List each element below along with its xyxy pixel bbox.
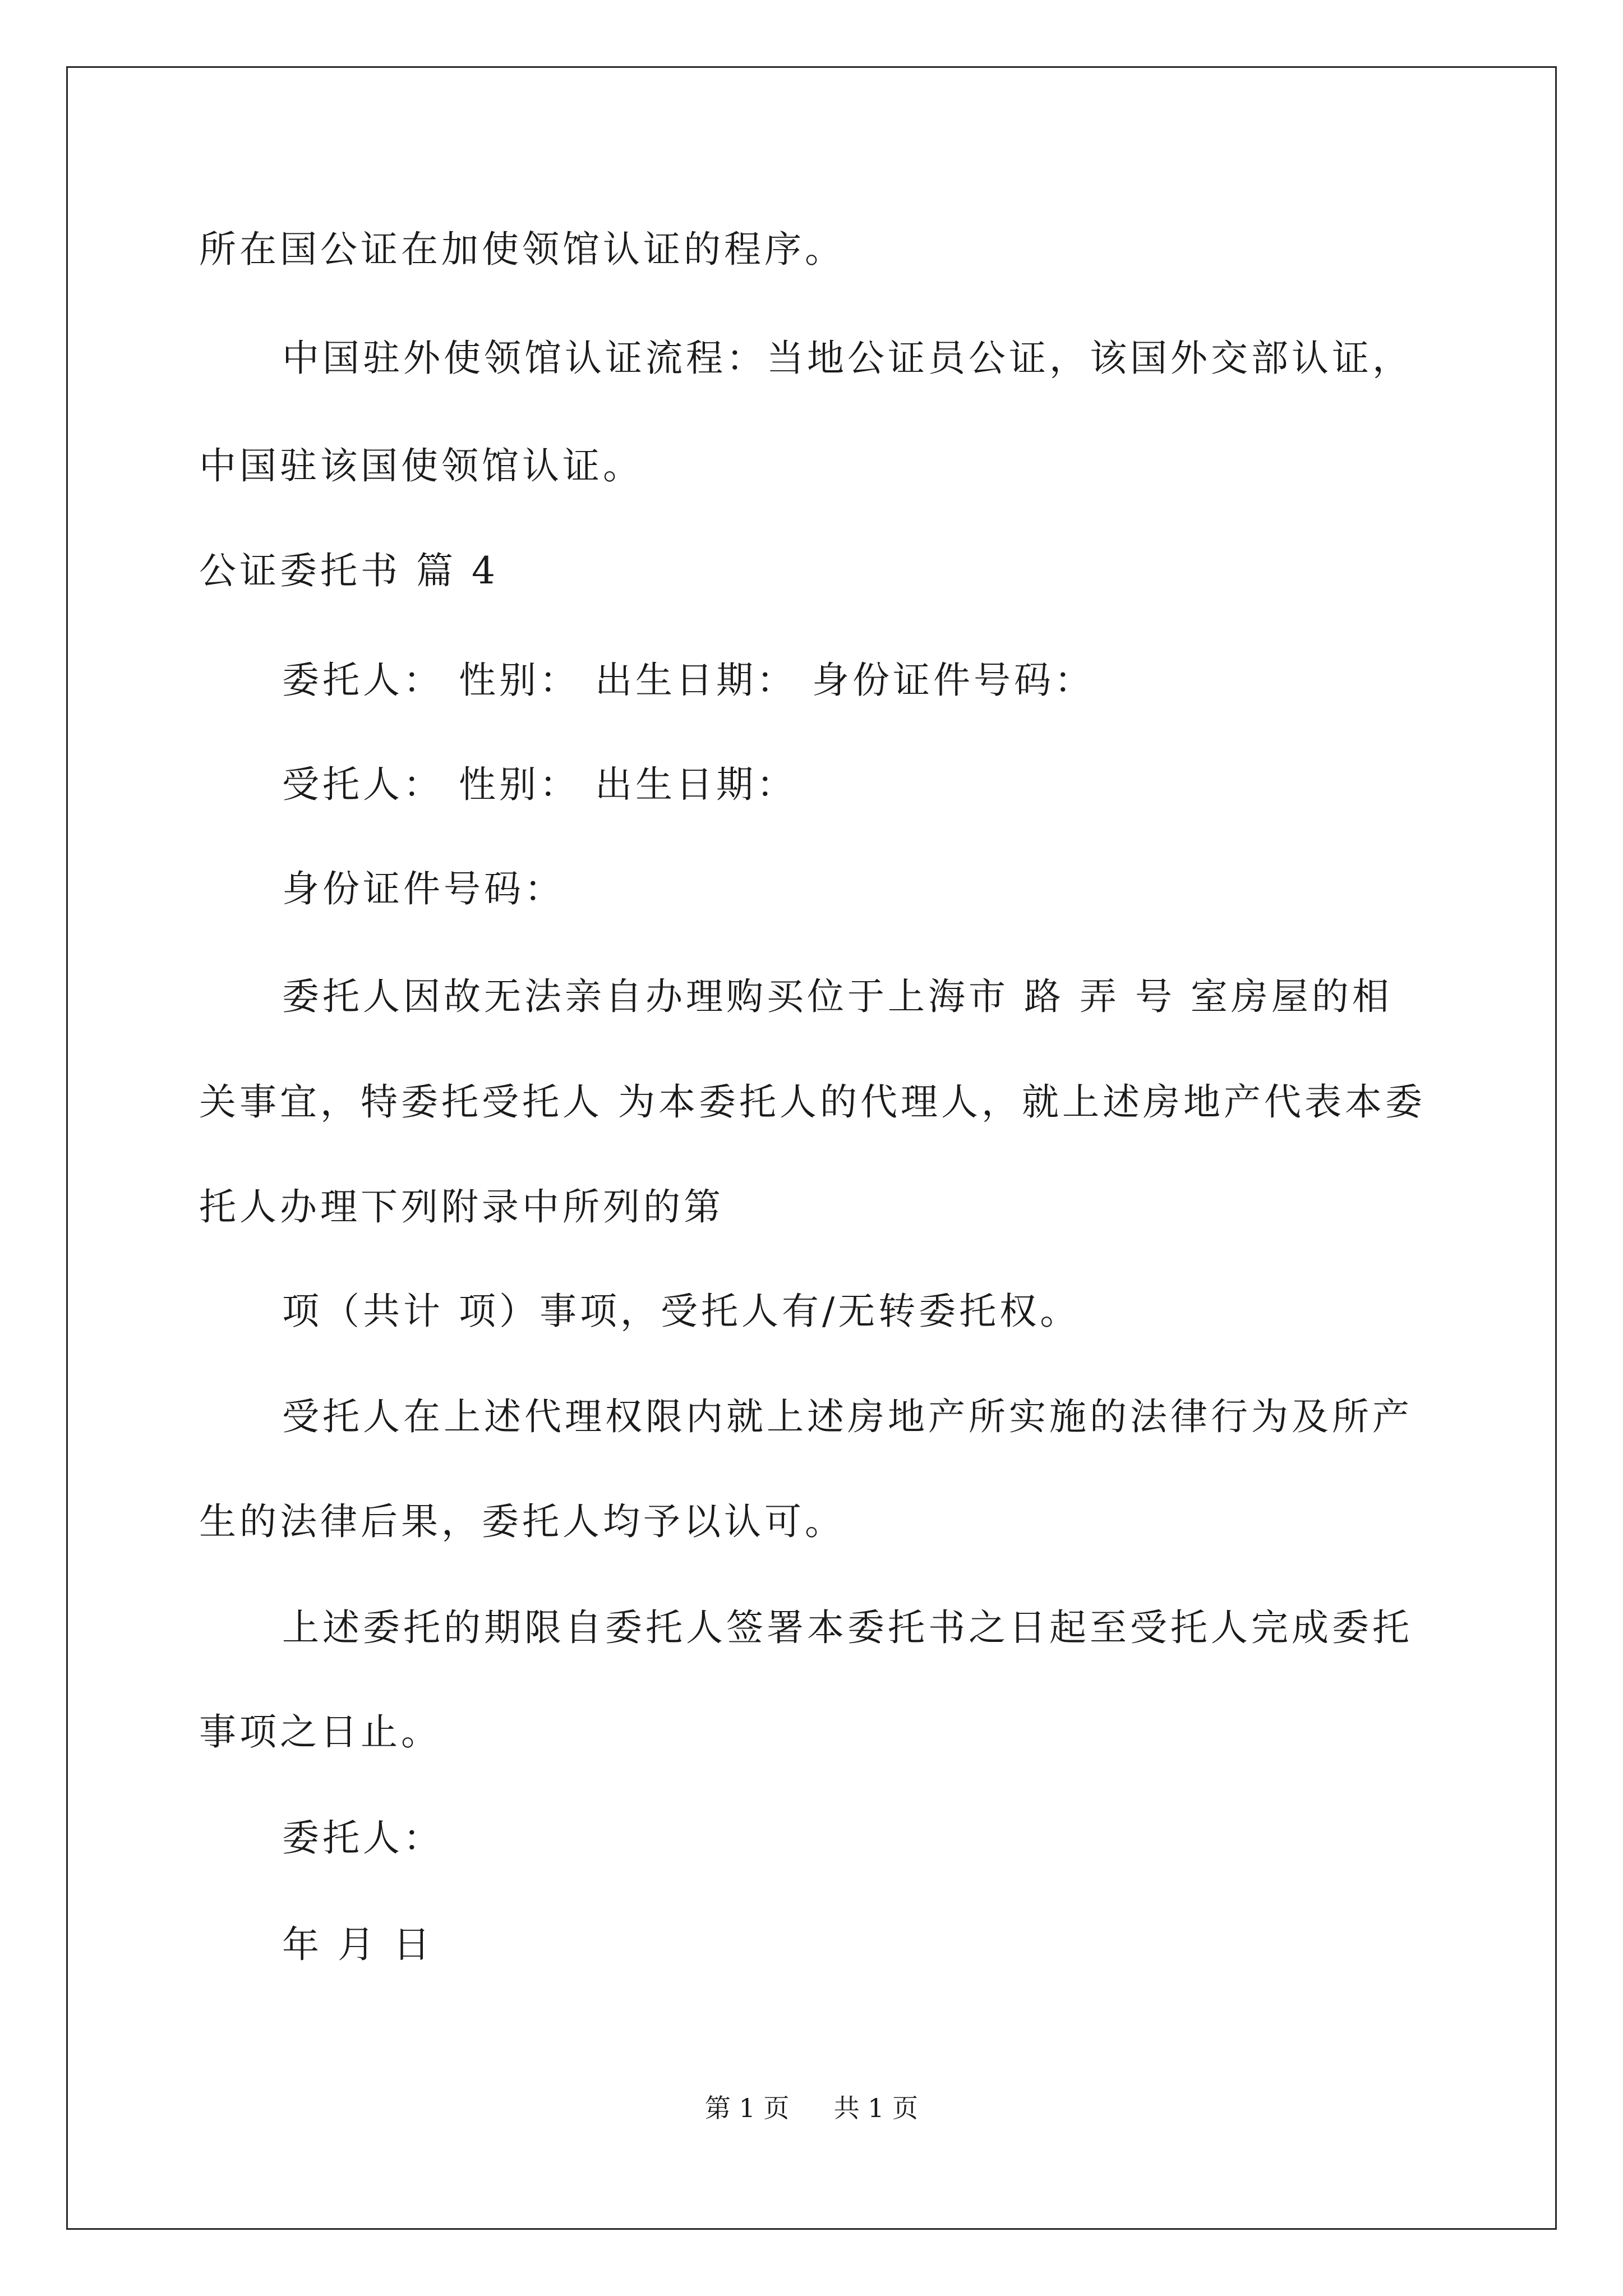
text-line-13: 生的法律后果，委托人均予以认可。	[199, 1500, 845, 1543]
text-line-16: 委托人：	[282, 1816, 444, 1860]
text-line-8: 委托人因故无法亲自办理购买位于上海市 路 弄 号 室房屋的相	[282, 975, 1393, 1018]
text-line-14: 上述委托的期限自委托人签署本委托书之日起至受托人完成委托	[282, 1606, 1413, 1649]
text-line-1: 所在国公证在加使领馆认证的程序。	[199, 228, 845, 271]
page-border	[66, 66, 1557, 2230]
text-line-5: 委托人： 性别： 出生日期： 身份证件号码：	[282, 659, 1095, 702]
text-line-11: 项（共计 项）事项，受托人有/无转委托权。	[282, 1290, 1081, 1333]
text-line-3: 中国驻该国使领馆认证。	[199, 444, 643, 487]
section-heading: 公证委托书 篇 4	[199, 549, 499, 592]
text-line-6: 受托人： 性别： 出生日期：	[282, 763, 797, 806]
text-line-17: 年 月 日	[282, 1923, 434, 1966]
page-number-current: 第 1 页	[704, 2093, 790, 2123]
text-line-9: 关事宜，特委托受托人 为本委托人的代理人，就上述房地产代表本委	[199, 1080, 1426, 1124]
text-line-7: 身份证件号码：	[282, 867, 565, 910]
page-footer	[0, 2095, 1623, 2121]
text-line-10: 托人办理下列附录中所列的第	[199, 1185, 724, 1228]
text-line-12: 受托人在上述代理权限内就上述房地产所实施的法律行为及所产	[282, 1395, 1413, 1438]
text-line-15: 事项之日止。	[199, 1710, 441, 1754]
text-line-2: 中国驻外使领馆认证流程：当地公证员公证，该国外交部认证，	[282, 337, 1413, 380]
page-number-total: 共 1 页	[833, 2093, 919, 2123]
